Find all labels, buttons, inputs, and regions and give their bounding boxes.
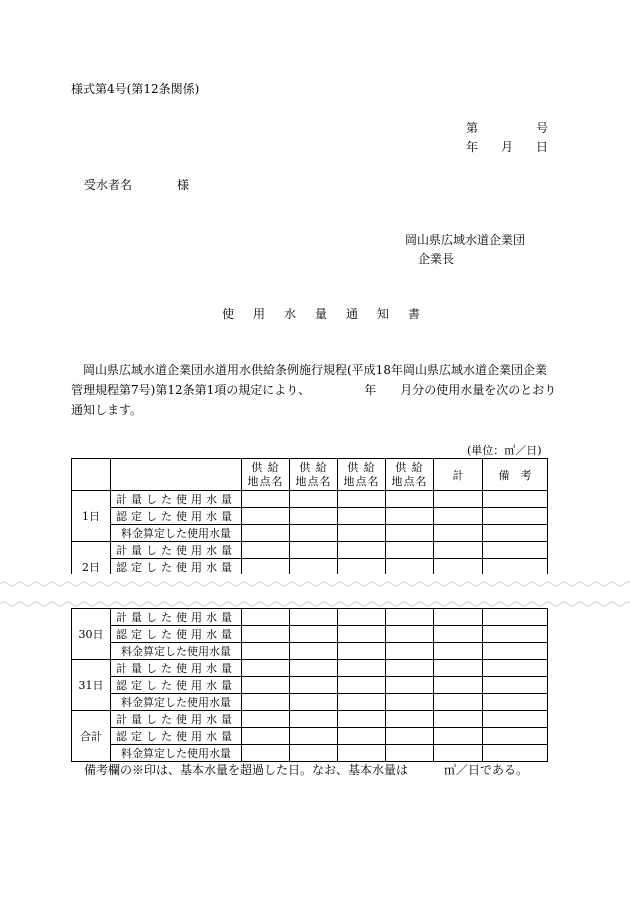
cell [290, 728, 338, 745]
cell [338, 643, 386, 660]
cell [386, 660, 434, 677]
table-row [72, 542, 548, 559]
cell [290, 609, 338, 626]
cell [338, 694, 386, 711]
supply-point-label: 供 給 地点名 [295, 460, 332, 488]
supply-point-label: 供 給 地点名 [343, 460, 380, 488]
cell [386, 745, 434, 762]
cell [434, 694, 483, 711]
cell [338, 660, 386, 677]
day-label: 合計 [72, 711, 111, 762]
item-billing: 料金算定した使用水量 [111, 643, 242, 660]
sender-title: 企業長 [418, 252, 455, 266]
cell [483, 559, 548, 576]
doc-number-go: 号 [536, 121, 549, 135]
cell [290, 677, 338, 694]
table-row [72, 694, 548, 711]
body-paragraph: 岡山県広域水道企業団水道用水供給条例施行規程(平成18年岡山県広域水道企業団企業管理規程第7号)第12条第1項の規定により、 年 月分の使用水量を次のとおり通知します。 [71, 363, 557, 417]
document-title: 使用水量通知書 [222, 307, 440, 321]
cell [386, 694, 434, 711]
cell [242, 626, 290, 643]
cell [290, 694, 338, 711]
supply-point-label: 供 給 地点名 [247, 460, 284, 488]
cell [483, 728, 548, 745]
cell [290, 542, 338, 559]
item-certified: 認定した使用水量 [111, 508, 242, 525]
cell [483, 525, 548, 542]
header-supply-point-1 [242, 459, 290, 491]
table-row [72, 559, 548, 576]
header-supply-point-2 [290, 459, 338, 491]
cell [434, 711, 483, 728]
cell [483, 677, 548, 694]
day-label: 31日 [72, 660, 111, 711]
cell [386, 711, 434, 728]
table-row [72, 626, 548, 643]
cell [338, 508, 386, 525]
supply-point-label: 供 給 地点名 [391, 460, 428, 488]
cell [290, 508, 338, 525]
cell [242, 542, 290, 559]
item-certified: 認定した使用水量 [111, 728, 242, 745]
cell [242, 660, 290, 677]
cell [386, 508, 434, 525]
cell [434, 525, 483, 542]
cell [483, 694, 548, 711]
cell [242, 491, 290, 508]
header-remarks: 備 考 [483, 459, 548, 491]
cell [290, 491, 338, 508]
cell [338, 609, 386, 626]
table-row [72, 609, 548, 626]
cell [434, 559, 483, 576]
usage-table-top [71, 458, 548, 593]
cell [386, 559, 434, 576]
cell [242, 677, 290, 694]
cell [290, 525, 338, 542]
table-row [72, 745, 548, 762]
form-number: 様式第4号(第12条関係) [71, 82, 200, 96]
cell [434, 609, 483, 626]
cell [483, 626, 548, 643]
cell [386, 643, 434, 660]
cell [434, 643, 483, 660]
recipient-sama: 様 [177, 178, 190, 192]
cell [338, 491, 386, 508]
cell [242, 711, 290, 728]
cell [386, 609, 434, 626]
cell [242, 525, 290, 542]
cell [483, 508, 548, 525]
header-supply-point-4 [386, 459, 434, 491]
cell [290, 711, 338, 728]
cell [242, 728, 290, 745]
cell [338, 728, 386, 745]
cell [434, 626, 483, 643]
item-certified: 認定した使用水量 [111, 677, 242, 694]
unit-note: (単位：㎥／日) [467, 444, 542, 457]
cell [434, 660, 483, 677]
cell [290, 643, 338, 660]
item-metered: 計量した使用水量 [111, 660, 242, 677]
cell [386, 491, 434, 508]
table-row [72, 508, 548, 525]
cell [386, 542, 434, 559]
cell [483, 660, 548, 677]
doc-number-dai: 第 [466, 121, 479, 135]
table-row [72, 677, 548, 694]
cell [386, 525, 434, 542]
cell [242, 643, 290, 660]
item-certified: 認定した使用水量 [111, 626, 242, 643]
cell [290, 660, 338, 677]
cell [290, 626, 338, 643]
cell [386, 677, 434, 694]
sender-org: 岡山県広域水道企業団 [405, 233, 526, 247]
cell [483, 643, 548, 660]
table-row [72, 491, 548, 508]
table-row [72, 711, 548, 728]
cell [483, 491, 548, 508]
table-header-row [72, 459, 548, 491]
cell [434, 491, 483, 508]
cell [242, 694, 290, 711]
item-metered: 計量した使用水量 [111, 609, 242, 626]
table-row [72, 643, 548, 660]
cell [434, 508, 483, 525]
cell [338, 745, 386, 762]
table-row [72, 660, 548, 677]
date-year: 年 [466, 140, 479, 154]
cell [242, 508, 290, 525]
recipient-label: 受水者名 [84, 178, 133, 192]
table-row [72, 728, 548, 745]
cell [386, 728, 434, 745]
cell [338, 677, 386, 694]
item-billing: 料金算定した使用水量 [111, 694, 242, 711]
day-label: 2日 [72, 542, 111, 593]
cell [434, 542, 483, 559]
item-metered: 計量した使用水量 [111, 491, 242, 508]
date-month: 月 [501, 140, 514, 154]
table-row [72, 525, 548, 542]
cell [338, 626, 386, 643]
cell [338, 525, 386, 542]
cell [434, 728, 483, 745]
cell [338, 542, 386, 559]
date-day: 日 [536, 140, 549, 154]
cell [290, 745, 338, 762]
cell [483, 542, 548, 559]
header-blank-day [72, 459, 111, 491]
usage-table-bottom [71, 608, 548, 762]
footnote: 備考欄の※印は、基本水量を超過した日。なお、基本水量は ㎥／日である。 [84, 763, 529, 777]
cell [242, 745, 290, 762]
day-label: 30日 [72, 609, 111, 660]
cell [483, 745, 548, 762]
cell [434, 745, 483, 762]
item-billing: 料金算定した使用水量 [111, 525, 242, 542]
cell [434, 677, 483, 694]
cell [338, 711, 386, 728]
item-metered: 計量した使用水量 [111, 711, 242, 728]
header-supply-point-3 [338, 459, 386, 491]
item-certified: 認定した使用水量 [111, 559, 242, 576]
item-metered: 計量した使用水量 [111, 542, 242, 559]
day-label: 1日 [72, 491, 111, 542]
cell [290, 559, 338, 576]
cell [483, 711, 548, 728]
header-total: 計 [434, 459, 483, 491]
cell [483, 609, 548, 626]
header-blank-item [111, 459, 242, 491]
cell [338, 559, 386, 576]
cell [386, 626, 434, 643]
item-billing: 料金算定した使用水量 [111, 745, 242, 762]
cell [242, 609, 290, 626]
cell [242, 559, 290, 576]
